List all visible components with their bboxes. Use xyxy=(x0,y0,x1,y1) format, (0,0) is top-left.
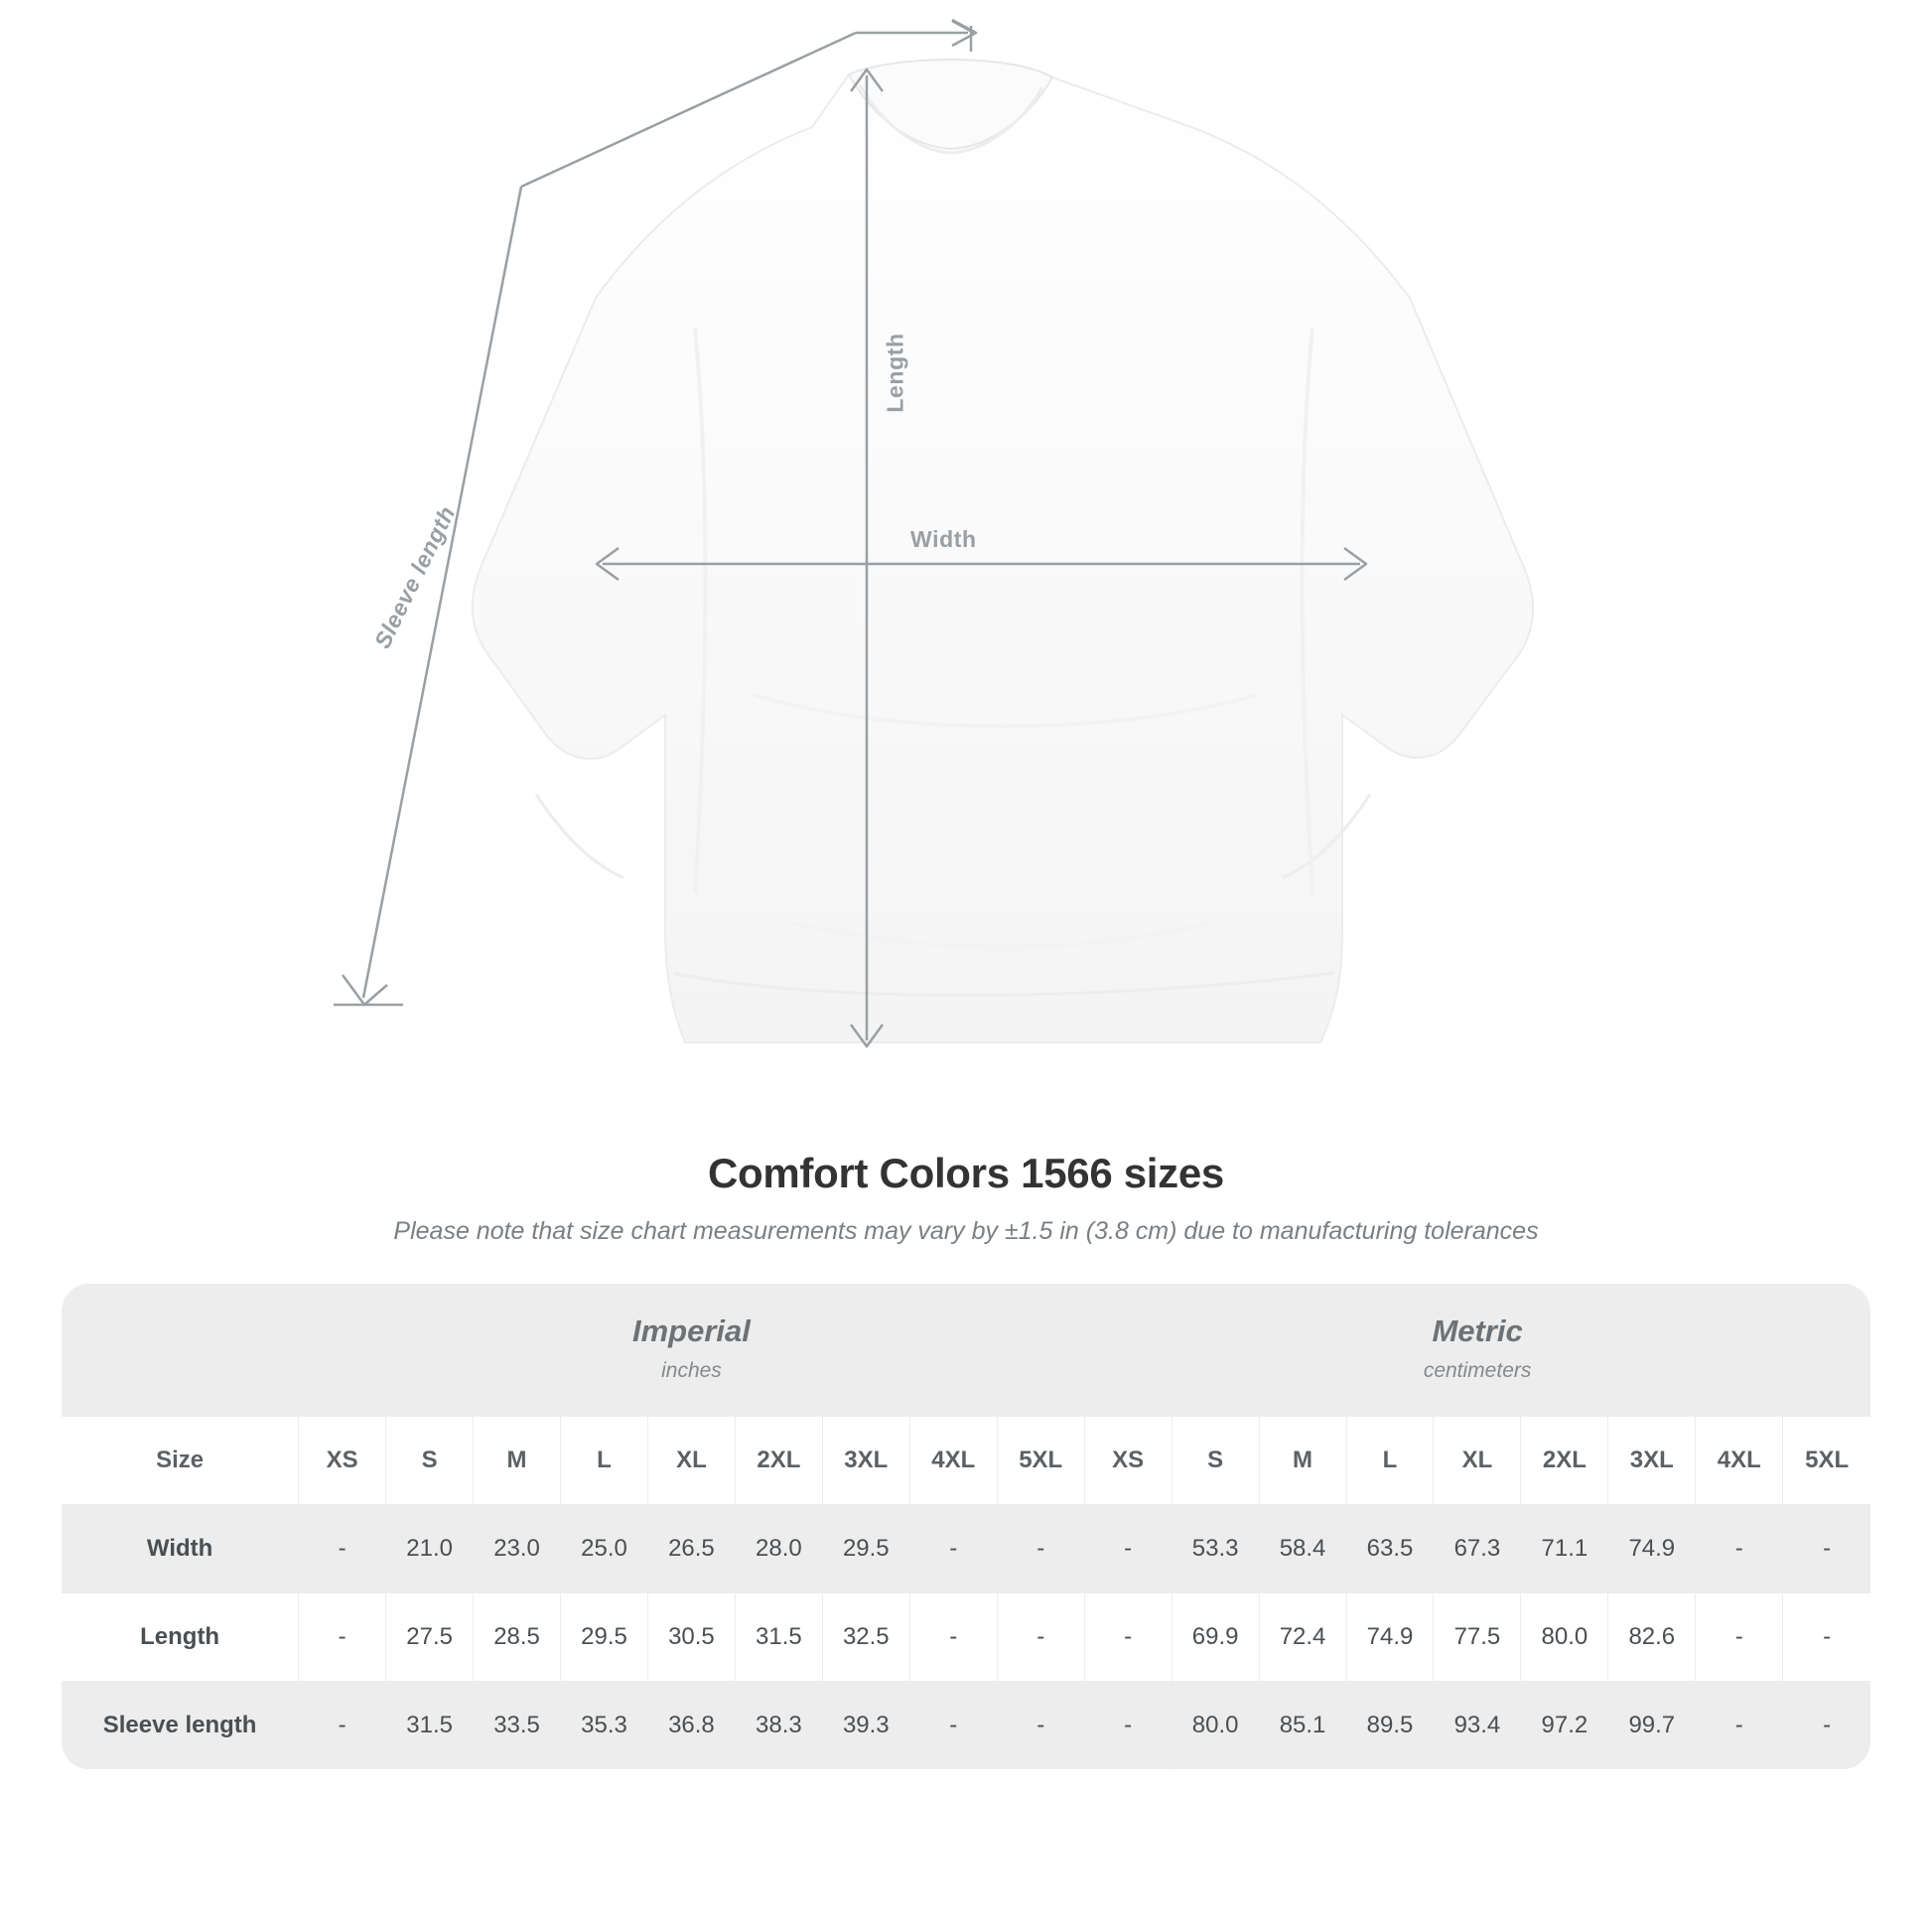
cell-sleeve-metric-5xl: - xyxy=(1783,1682,1870,1770)
size-header-imperial-4xl: 4XL xyxy=(909,1417,997,1505)
page-title: Comfort Colors 1566 sizes xyxy=(707,1150,1224,1196)
cell-length-imperial-4xl: - xyxy=(909,1593,997,1682)
cell-length-metric-5xl: - xyxy=(1783,1593,1870,1682)
cell-width-imperial-s: 21.0 xyxy=(386,1505,474,1593)
cell-width-metric-2xl: 71.1 xyxy=(1521,1505,1608,1593)
table-row xyxy=(62,1593,1870,1682)
cell-width-metric-4xl: - xyxy=(1696,1505,1783,1593)
cell-width-metric-m: 58.4 xyxy=(1259,1505,1346,1593)
cell-sleeve-metric-l: 89.5 xyxy=(1346,1682,1434,1770)
size-header-imperial-5xl: 5XL xyxy=(997,1417,1084,1505)
cell-sleeve-imperial-xs: - xyxy=(299,1682,386,1770)
cell-length-metric-s: 69.9 xyxy=(1172,1593,1259,1682)
sweatshirt-shape xyxy=(473,60,1533,1042)
size-header-row xyxy=(62,1417,1870,1505)
unit-metric-name: Metric xyxy=(1432,1313,1523,1348)
unit-header-spacer xyxy=(62,1284,299,1417)
cell-sleeve-imperial-m: 33.5 xyxy=(474,1682,561,1770)
size-header-metric-xs: XS xyxy=(1084,1417,1172,1505)
unit-imperial-name: Imperial xyxy=(632,1313,751,1348)
cell-length-metric-xl: 77.5 xyxy=(1434,1593,1521,1682)
size-header-imperial-3xl: 3XL xyxy=(822,1417,909,1505)
size-header-metric-xl: XL xyxy=(1434,1417,1521,1505)
cell-width-metric-xs: - xyxy=(1084,1505,1172,1593)
size-header-imperial-xs: XS xyxy=(299,1417,386,1505)
cell-sleeve-metric-m: 85.1 xyxy=(1259,1682,1346,1770)
row-label-sleeve-length: Sleeve length xyxy=(62,1682,299,1770)
cell-length-imperial-m: 28.5 xyxy=(474,1593,561,1682)
unit-imperial-sub: inches xyxy=(661,1359,722,1382)
size-header-metric-2xl: 2XL xyxy=(1521,1417,1608,1505)
row-label-width: Width xyxy=(62,1505,299,1593)
cell-sleeve-metric-4xl: - xyxy=(1696,1682,1783,1770)
size-header-metric-l: L xyxy=(1346,1417,1434,1505)
cell-width-imperial-2xl: 28.0 xyxy=(735,1505,822,1593)
size-header-metric-5xl: 5XL xyxy=(1783,1417,1870,1505)
cell-width-imperial-l: 25.0 xyxy=(561,1505,648,1593)
cell-length-imperial-xs: - xyxy=(299,1593,386,1682)
cell-length-metric-l: 74.9 xyxy=(1346,1593,1434,1682)
cell-length-metric-2xl: 80.0 xyxy=(1521,1593,1608,1682)
length-dimension-label: Length xyxy=(882,333,908,413)
cell-width-imperial-xl: 26.5 xyxy=(647,1505,735,1593)
cell-length-imperial-s: 27.5 xyxy=(386,1593,474,1682)
unit-metric-sub: centimeters xyxy=(1423,1359,1532,1382)
size-table-wrapper xyxy=(62,1284,1870,1769)
cell-length-metric-3xl: 82.6 xyxy=(1608,1593,1696,1682)
size-header-imperial-l: L xyxy=(561,1417,648,1505)
size-header-metric-m: M xyxy=(1259,1417,1346,1505)
size-header-metric-s: S xyxy=(1172,1417,1259,1505)
cell-length-metric-xs: - xyxy=(1084,1593,1172,1682)
title-block xyxy=(0,1150,1932,1246)
unit-group-imperial xyxy=(299,1284,1085,1417)
cell-sleeve-metric-xs: - xyxy=(1084,1682,1172,1770)
cell-sleeve-imperial-5xl: - xyxy=(997,1682,1084,1770)
cell-width-metric-l: 63.5 xyxy=(1346,1505,1434,1593)
sleeve-length-dimension-label: Sleeve length xyxy=(368,501,461,653)
table-row xyxy=(62,1505,1870,1593)
size-header-imperial-m: M xyxy=(474,1417,561,1505)
tolerance-note: Please note that size chart measurements may vary by ±1.5 in (3.8 cm) due to manufacturing tolerances xyxy=(393,1217,1539,1245)
cell-width-imperial-4xl: - xyxy=(909,1505,997,1593)
cell-width-metric-s: 53.3 xyxy=(1172,1505,1259,1593)
cell-width-imperial-3xl: 29.5 xyxy=(822,1505,909,1593)
cell-sleeve-imperial-xl: 36.8 xyxy=(647,1682,735,1770)
cell-sleeve-imperial-4xl: - xyxy=(909,1682,997,1770)
size-header-metric-4xl: 4XL xyxy=(1696,1417,1783,1505)
cell-width-metric-xl: 67.3 xyxy=(1434,1505,1521,1593)
column-header-size: Size xyxy=(62,1417,299,1505)
row-label-length: Length xyxy=(62,1593,299,1682)
cell-sleeve-imperial-l: 35.3 xyxy=(561,1682,648,1770)
size-header-imperial-2xl: 2XL xyxy=(735,1417,822,1505)
cell-width-metric-5xl: - xyxy=(1783,1505,1870,1593)
table-row xyxy=(62,1682,1870,1770)
cell-width-imperial-xs: - xyxy=(299,1505,386,1593)
cell-length-metric-4xl: - xyxy=(1696,1593,1783,1682)
cell-length-imperial-l: 29.5 xyxy=(561,1593,648,1682)
cell-length-imperial-xl: 30.5 xyxy=(647,1593,735,1682)
cell-sleeve-metric-2xl: 97.2 xyxy=(1521,1682,1608,1770)
size-header-imperial-s: S xyxy=(386,1417,474,1505)
cell-sleeve-metric-3xl: 99.7 xyxy=(1608,1682,1696,1770)
cell-sleeve-metric-s: 80.0 xyxy=(1172,1682,1259,1770)
cell-sleeve-metric-xl: 93.4 xyxy=(1434,1682,1521,1770)
unit-group-metric xyxy=(1084,1284,1870,1417)
cell-length-metric-m: 72.4 xyxy=(1259,1593,1346,1682)
cell-sleeve-imperial-3xl: 39.3 xyxy=(822,1682,909,1770)
cell-length-imperial-5xl: - xyxy=(997,1593,1084,1682)
size-header-metric-3xl: 3XL xyxy=(1608,1417,1696,1505)
cell-length-imperial-2xl: 31.5 xyxy=(735,1593,822,1682)
cell-width-metric-3xl: 74.9 xyxy=(1608,1505,1696,1593)
size-header-imperial-xl: XL xyxy=(647,1417,735,1505)
cell-width-imperial-5xl: - xyxy=(997,1505,1084,1593)
cell-sleeve-imperial-2xl: 38.3 xyxy=(735,1682,822,1770)
cell-sleeve-imperial-s: 31.5 xyxy=(386,1682,474,1770)
cell-length-imperial-3xl: 32.5 xyxy=(822,1593,909,1682)
width-dimension-label: Width xyxy=(910,526,977,552)
unit-header-row xyxy=(62,1284,1870,1417)
cell-width-imperial-m: 23.0 xyxy=(474,1505,561,1593)
size-table xyxy=(62,1284,1870,1769)
